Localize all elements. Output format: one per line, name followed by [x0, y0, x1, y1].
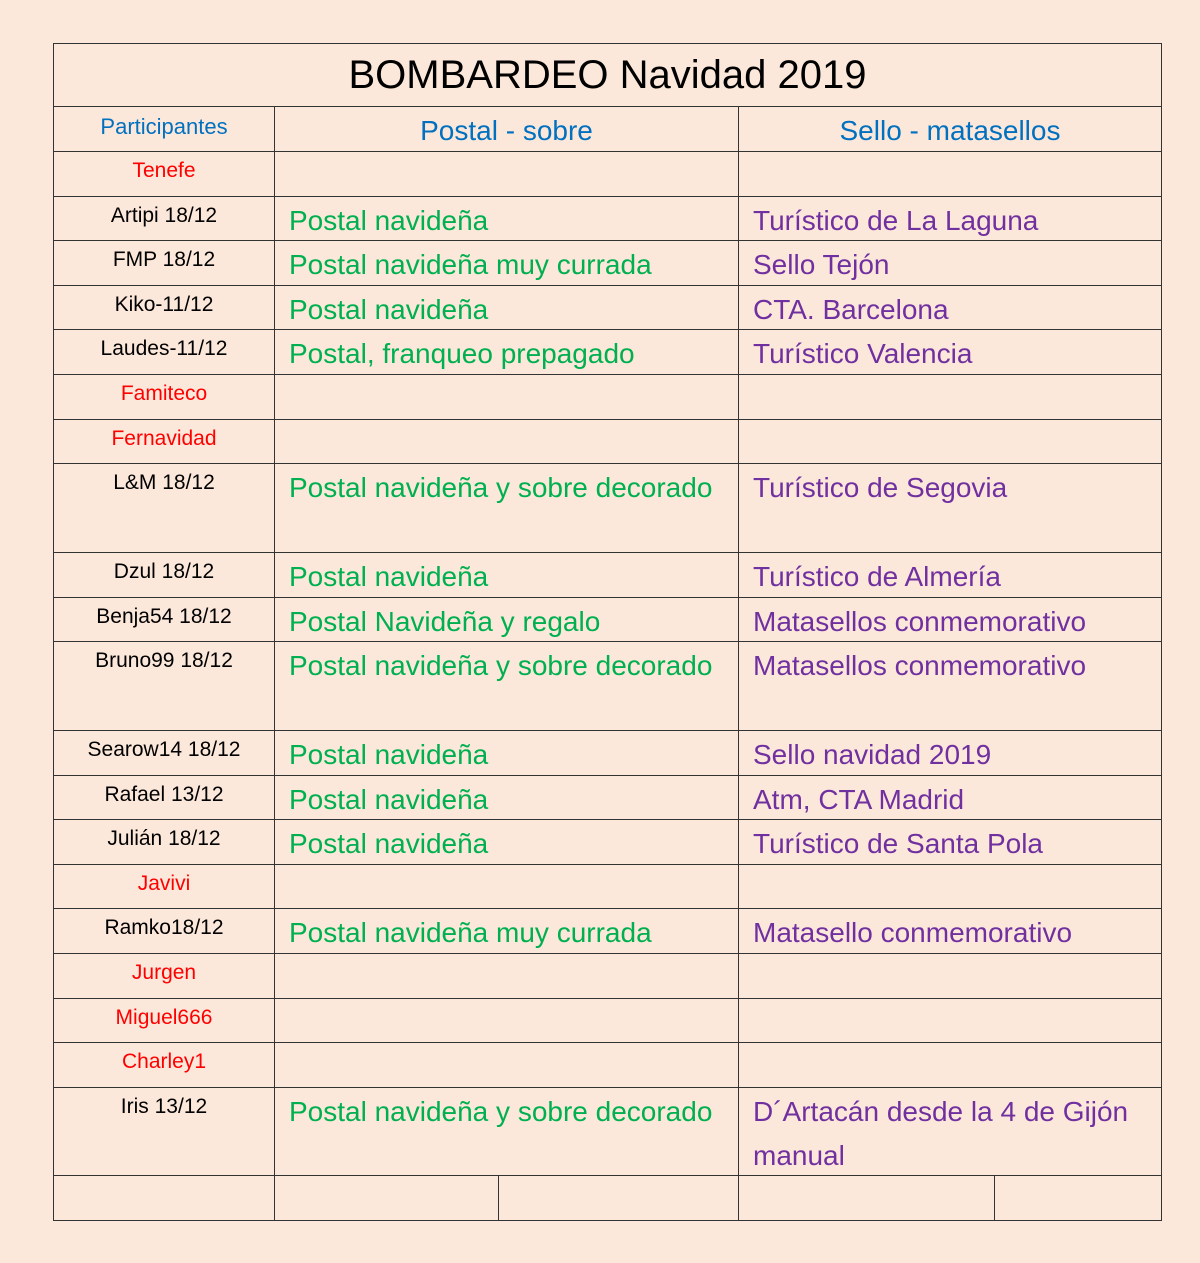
sello-cell: Turístico de Almería — [753, 560, 1001, 592]
postal-cell — [275, 420, 739, 464]
participant-name: Bruno99 18/12 — [54, 642, 275, 730]
postal-cell — [275, 865, 739, 909]
group-row — [54, 865, 1161, 910]
participant-name: Kiko-11/12 — [54, 286, 275, 332]
header-row — [54, 107, 1161, 152]
participant-name: Javivi — [54, 865, 275, 909]
participant-row — [54, 1088, 1161, 1177]
empty-cell — [995, 1176, 1161, 1220]
sello-cell: Matasello conmemorativo — [753, 917, 1073, 949]
sello-cell: Sello navidad 2019 — [753, 738, 992, 770]
header-postal: Postal - sobre — [275, 107, 739, 155]
header-participants: Participantes — [54, 107, 275, 155]
empty-cell — [739, 1176, 995, 1220]
postal-cell: Postal navideña — [275, 731, 739, 777]
sello-cell: Turístico de Segovia — [753, 472, 1008, 504]
participant-row — [54, 553, 1161, 598]
group-row — [54, 1043, 1161, 1088]
sello-cell — [739, 954, 1161, 998]
participant-name: Miguel666 — [54, 999, 275, 1043]
postal-cell: Postal navideña — [275, 553, 739, 599]
postal-cell — [275, 375, 739, 419]
participant-name: Searow14 18/12 — [54, 731, 275, 777]
postal-cell: Postal Navideña y regalo — [275, 598, 739, 644]
participant-name: Rafael 13/12 — [54, 776, 275, 822]
sello-cell — [739, 152, 1161, 196]
participant-row — [54, 330, 1161, 375]
participant-row — [54, 909, 1161, 954]
sello-cell — [739, 865, 1161, 909]
sello-cell — [739, 420, 1161, 464]
empty-cell — [54, 1176, 275, 1220]
sello-cell: Atm, CTA Madrid — [753, 783, 965, 815]
participant-row — [54, 464, 1161, 553]
participant-name: Benja54 18/12 — [54, 598, 275, 644]
participant-row — [54, 286, 1161, 331]
participant-row — [54, 820, 1161, 865]
group-row — [54, 375, 1161, 420]
participant-name: Artipi 18/12 — [54, 197, 275, 243]
sello-cell: Turístico Valencia — [753, 338, 973, 370]
participant-row — [54, 241, 1161, 286]
header-sello: Sello - matasellos — [839, 115, 1061, 146]
postal-cell: Postal, franqueo prepagado — [275, 330, 739, 376]
participant-name: Ramko18/12 — [54, 909, 275, 955]
participant-name: Jurgen — [54, 954, 275, 998]
participant-row — [54, 776, 1161, 821]
participant-name: Famiteco — [54, 375, 275, 419]
postal-cell — [275, 954, 739, 998]
sello-cell: Matasellos conmemorativo — [753, 605, 1087, 637]
postal-cell: Postal navideña — [275, 197, 739, 243]
group-row — [54, 152, 1161, 197]
participant-name: FMP 18/12 — [54, 241, 275, 287]
postal-cell — [275, 152, 739, 196]
participant-name: Iris 13/12 — [54, 1088, 275, 1178]
table-body — [54, 152, 1161, 1176]
empty-footer-row — [54, 1176, 1161, 1220]
sello-cell: Turístico de Santa Pola — [753, 828, 1044, 860]
postal-cell: Postal navideña y sobre decorado — [275, 1088, 739, 1178]
postal-cell — [275, 999, 739, 1043]
sello-cell: Matasellos conmemorativo — [753, 650, 1087, 682]
postal-cell: Postal navideña — [275, 820, 739, 866]
participant-row — [54, 642, 1161, 731]
participant-name: Dzul 18/12 — [54, 553, 275, 599]
sello-cell: Sello Tejón — [753, 249, 890, 281]
postal-cell: Postal navideña muy currada — [275, 909, 739, 955]
postal-cell — [275, 1043, 739, 1087]
postal-cell: Postal navideña y sobre decorado — [275, 642, 739, 730]
postal-cell: Postal navideña — [275, 776, 739, 822]
sello-cell — [739, 375, 1161, 419]
participant-row — [54, 197, 1161, 242]
participant-name: Tenefe — [54, 152, 275, 196]
empty-cell — [275, 1176, 499, 1220]
table-title: BOMBARDEO Navidad 2019 — [54, 44, 1161, 107]
participant-row — [54, 731, 1161, 776]
postal-cell: Postal navideña y sobre decorado — [275, 464, 739, 552]
participant-name: L&M 18/12 — [54, 464, 275, 552]
sello-cell — [739, 1043, 1161, 1087]
sello-cell: D´Artacán desde la 4 de Gijón manual — [753, 1095, 1129, 1171]
group-row — [54, 999, 1161, 1044]
sello-cell: Turístico de La Laguna — [753, 204, 1039, 236]
group-row — [54, 420, 1161, 465]
postal-cell: Postal navideña — [275, 286, 739, 332]
postal-cell: Postal navideña muy currada — [275, 241, 739, 287]
sello-cell: CTA. Barcelona — [753, 293, 949, 325]
empty-cell — [499, 1176, 739, 1220]
group-row — [54, 954, 1161, 999]
bombardeo-table — [53, 43, 1162, 1221]
sello-cell — [739, 999, 1161, 1043]
participant-name: Julián 18/12 — [54, 820, 275, 866]
participant-name: Fernavidad — [54, 420, 275, 464]
participant-row — [54, 598, 1161, 643]
participant-name: Laudes-11/12 — [54, 330, 275, 376]
participant-name: Charley1 — [54, 1043, 275, 1087]
